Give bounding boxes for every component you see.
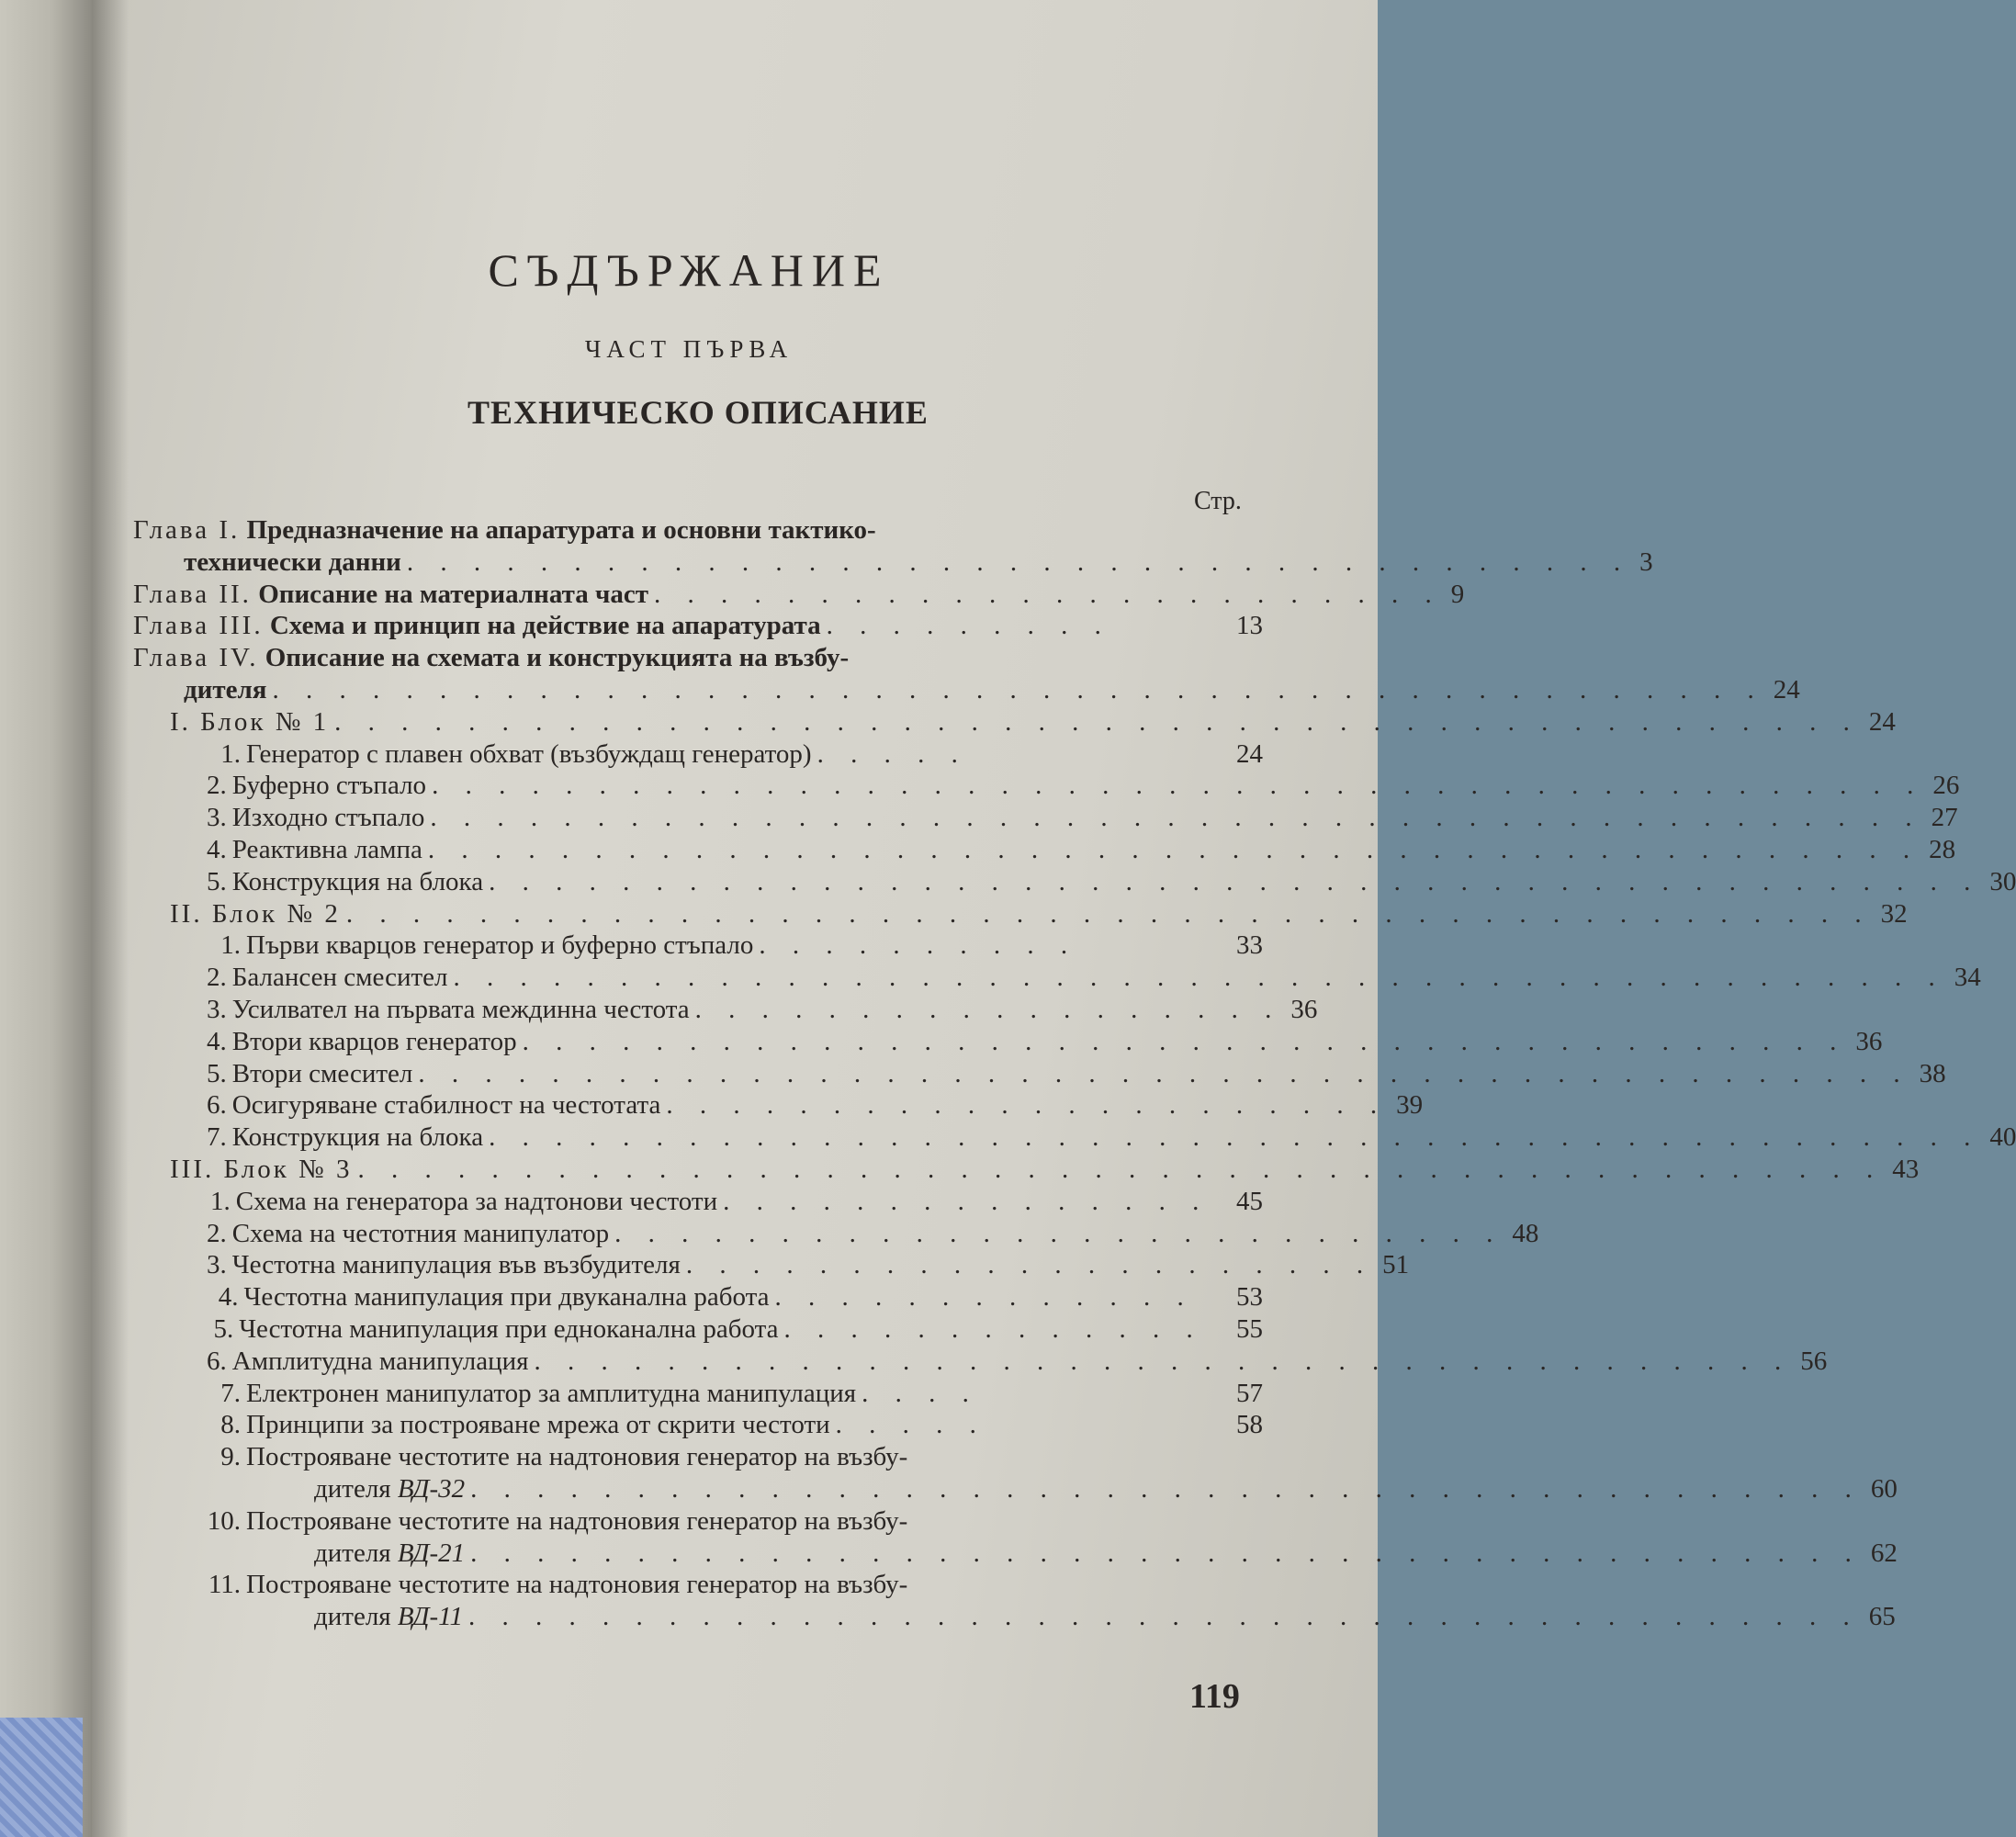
page-ref: 24 <box>1773 674 1800 704</box>
toc-chapter-2 <box>133 579 1465 611</box>
item-title: Построяване честотите на надтоновия генератор на възбу- <box>246 1505 908 1536</box>
leader-dots: . . . . . . . . . . . . . . . . . . . . . . . . . . . . . . . . . . . . . . <box>534 1346 1792 1376</box>
page-ref: 33 <box>1236 930 1263 961</box>
item-number: 2. <box>207 771 227 801</box>
chapter-title: Описание на материалната част <box>258 579 648 609</box>
toc-item <box>133 1218 1539 1250</box>
page-ref: 40 <box>1989 1122 2016 1153</box>
leader-dots: . . . . . . . . . . . . . <box>783 1313 1203 1344</box>
page-ref: 36 <box>1855 1026 1883 1056</box>
toc-item <box>133 1089 1424 1121</box>
item-title: Балансен смесител <box>231 963 448 993</box>
chapter-prefix: Глава III. <box>133 611 264 641</box>
item-title: Реактивна лампа <box>231 834 422 864</box>
leader-dots: . . . . . . . . . <box>826 611 1111 641</box>
item-number: 4. <box>207 834 227 864</box>
page-ref: 45 <box>1236 1186 1263 1216</box>
leader-dots: . . . . . <box>817 738 968 769</box>
page-ref: 38 <box>1919 1058 1946 1088</box>
item-title-continued: дителя <box>314 1602 391 1632</box>
item-title-continued: дителя <box>314 1473 391 1504</box>
leader-dots: . . . . . . . . . . . . . . . . . . . . . <box>685 1250 1374 1280</box>
leader-dots: . . . . . . . . . . . . . . . . . . . . . . . . . . . . . . . . . . . . . . . . <box>522 1026 1847 1056</box>
model-name: ВД-11 <box>397 1602 464 1632</box>
model-name: ВД-21 <box>397 1538 466 1568</box>
item-title-continued: дителя <box>314 1538 391 1568</box>
item-title: Електронен манипулатор за амплитудна манипулация <box>246 1378 857 1408</box>
leader-dots: . . . . . . . . . . . . . . . . . . . . . . . . . . . . . . . . . . . . . . . . . . <box>468 1602 1860 1632</box>
item-number: 6. <box>207 1090 227 1121</box>
page-ref: 34 <box>1954 963 1981 993</box>
item-title: Построяване честотите на надтоновия генератор на възбу- <box>246 1442 908 1472</box>
page-ref: 26 <box>1932 771 1960 801</box>
toc-block-1 <box>133 706 1896 738</box>
leader-dots: . . . . . . . . . . . . . . . . . . <box>694 994 1282 1024</box>
leader-dots: . . . . . . . . . . . . . . . . . . . . . . . . . . . . . . . . . . . . . . . . . . . . . <box>489 866 1981 896</box>
leader-dots: . . . . . . . . . . . . . . . . . . . . . . <box>666 1090 1388 1121</box>
toc-item-multiline <box>133 1569 1896 1633</box>
item-number: 9. <box>220 1442 241 1472</box>
toc-item-multiline <box>133 1441 1898 1505</box>
item-number: 11. <box>208 1570 241 1600</box>
chapter-title-continued: дителя <box>184 674 267 704</box>
toc-item <box>133 1378 1263 1410</box>
page-ref: 39 <box>1396 1090 1424 1121</box>
item-number: 7. <box>220 1378 241 1408</box>
item-number: 6. <box>207 1346 227 1376</box>
item-title: Буферно стъпало <box>231 771 427 801</box>
chapter-title: Предназначение на апаратурата и основни тактико- <box>246 515 876 545</box>
chapter-title-continued: технически данни <box>184 547 401 577</box>
leader-dots: . . . . . . . . . . . . . . . . . . . . . . . . . . . . . . . . . . . . . . . . . . <box>470 1473 1862 1504</box>
toc-item <box>133 1186 1263 1218</box>
leader-dots: . . . . . . . . . . . . . . . . . . . . . . . . . . . . . . . . . . . . . <box>406 547 1631 577</box>
item-number: 7. <box>207 1122 227 1153</box>
item-number: 4. <box>207 1026 227 1056</box>
page-ref: 57 <box>1236 1378 1263 1408</box>
leader-dots: . . . . . . . . . . . . . . . . . . . . . . . . . . . . . . . . . . . . . . . . . . . . . . <box>345 898 1872 929</box>
toc-item <box>133 1249 1410 1281</box>
item-number: 5. <box>207 1058 227 1088</box>
page-ref: 36 <box>1290 994 1318 1024</box>
leader-dots: . . . . . <box>835 1410 986 1440</box>
leader-dots: . . . . . . . . . . . . . . . . . . . . . . . . . . . <box>614 1218 1504 1248</box>
chapter-prefix: Глава II. <box>133 579 252 609</box>
item-number: 2. <box>207 963 227 993</box>
item-title: Втори кварцов генератор <box>231 1026 517 1056</box>
leader-dots: . . . . <box>862 1378 979 1408</box>
item-title: Конструкция на блока <box>231 866 484 896</box>
leader-dots: . . . . . . . . . . . . . . . . . . . . . . . . . . . . . . . . . . . . . . . . . . . . . <box>418 1058 1910 1088</box>
toc-chapter-4 <box>133 642 1800 706</box>
toc-item <box>133 770 1960 802</box>
page-ref: 62 <box>1870 1538 1898 1568</box>
page-ref: 55 <box>1236 1313 1263 1344</box>
item-title: Първи кварцов генератор и буферно стъпало <box>246 930 754 961</box>
item-title: Честотна манипулация при двуканална работа <box>243 1282 770 1313</box>
section-title: ТЕХНИЧЕСКО ОПИСАНИЕ <box>467 394 929 431</box>
leader-dots: . . . . . . . . . . . . . . . . . . . . . . . . <box>653 579 1442 609</box>
chapter-title: Схема и принцип на действие на апаратурата <box>269 611 821 641</box>
item-number: 2. <box>207 1218 227 1248</box>
item-number: 3. <box>207 1250 227 1280</box>
item-number: 3. <box>207 803 227 833</box>
item-title: Генератор с плавен обхват (възбуждащ генератор) <box>246 738 812 769</box>
leader-dots: . . . . . . . . . . . . . <box>774 1282 1194 1313</box>
table-of-contents <box>133 514 2016 1633</box>
toc-item <box>133 802 1958 834</box>
item-number: 3. <box>207 994 227 1024</box>
leader-dots: . . . . . . . . . . . . . . . . . . . . . . . . . . . . . . . . . . . . . . . . . . . . . <box>489 1122 1981 1153</box>
toc-item <box>133 1313 1263 1346</box>
item-title: Осигуряване стабилност на честотата <box>231 1090 661 1121</box>
item-title: Схема на генератора за надтонови честоти <box>235 1186 718 1216</box>
block-title: II. Блок № 2 <box>170 898 341 929</box>
page-ref: 13 <box>1236 611 1263 641</box>
item-number: 10. <box>207 1505 241 1536</box>
toc-item <box>133 834 1956 866</box>
leader-dots: . . . . . . . . . . . . . . . . . . . . . . . . . . . . . . . . . . . . . . . . . . . . . <box>432 771 1924 801</box>
item-number: 1. <box>220 930 241 961</box>
item-title: Принципи за построяване мрежа от скрити честоти <box>246 1410 830 1440</box>
item-title: Честотна манипулация при едноканална работа <box>239 1313 779 1344</box>
item-title: Втори смесител <box>231 1058 413 1088</box>
page-ref: 3 <box>1639 547 1653 577</box>
page-ref: 27 <box>1931 803 1958 833</box>
leader-dots: . . . . . . . . . . <box>759 930 1078 961</box>
page-ref: 9 <box>1450 579 1465 609</box>
leader-dots: . . . . . . . . . . . . . . . . . . . . . . . . . . . . . . . . . . . . . . . . . . <box>470 1538 1862 1568</box>
toc-item-multiline <box>133 1505 1898 1570</box>
fabric-background <box>0 1718 83 1837</box>
item-number: 8. <box>220 1410 241 1440</box>
toc-item <box>133 994 1318 1026</box>
block-title: III. Блок № 3 <box>170 1154 353 1184</box>
page-ref: 48 <box>1512 1218 1539 1248</box>
toc-chapter-3 <box>133 610 1263 642</box>
leader-dots: . . . . . . . . . . . . . . . . . . . . . . . . . . . . . . . . . . . . . . . . . . . . . <box>453 963 1945 993</box>
page-ref: 53 <box>1236 1282 1263 1313</box>
part-label: ЧАСТ ПЪРВА <box>584 335 794 363</box>
leader-dots: . . . . . . . . . . . . . . . . . . . . . . . . . . . . . . . . . . . . . . . . . . . . . <box>430 803 1922 833</box>
page-ref: 28 <box>1929 834 1956 864</box>
leader-dots: . . . . . . . . . . . . . . . . . . . . . . . . . . . . . . . . . . . . . . . . . . . . . <box>427 834 1920 864</box>
leader-dots: . . . . . . . . . . . . . . . . . . . . . . . . . . . . . . . . . . . . . . . . . . . . . . <box>334 706 1860 737</box>
toc-item <box>133 1346 1828 1378</box>
chapter-prefix: Глава I. <box>133 515 241 545</box>
page-title: СЪДЪРЖАНИЕ <box>488 244 890 296</box>
toc-item <box>133 738 1263 771</box>
item-title: Усилвател на първата междинна честота <box>231 994 690 1024</box>
page-ref: 58 <box>1236 1410 1263 1440</box>
leader-dots: . . . . . . . . . . . . . . . . . . . . . . . . . . . . . . . . . . . . . . . . . . . . . <box>272 674 1764 704</box>
page-ref: 51 <box>1382 1250 1410 1280</box>
leader-dots: . . . . . . . . . . . . . . . . . . . . . . . . . . . . . . . . . . . . . . . . . . . . . . <box>357 1154 1884 1184</box>
page-ref: 43 <box>1892 1154 1920 1184</box>
item-number: 5. <box>207 866 227 896</box>
toc-block-2 <box>133 898 1908 930</box>
page-ref: 24 <box>1868 706 1896 737</box>
block-title: I. Блок № 1 <box>170 706 330 737</box>
page-ref: 56 <box>1800 1346 1828 1376</box>
item-number: 1. <box>209 1186 231 1216</box>
page-ref: 24 <box>1236 738 1263 769</box>
toc-item <box>133 1281 1263 1313</box>
toc-item <box>133 1026 1883 1058</box>
page-ref: 32 <box>1880 898 1908 929</box>
toc-item <box>133 866 2016 898</box>
item-title: Построяване честотите на надтоновия генератор на възбу- <box>246 1570 908 1600</box>
toc-item <box>133 1121 2016 1154</box>
toc-chapter-1 <box>133 514 1653 579</box>
toc-block-3 <box>133 1154 1920 1186</box>
model-name: ВД-32 <box>397 1473 466 1504</box>
page-ref: 30 <box>1989 866 2016 896</box>
adjacent-page-edge <box>0 0 101 1837</box>
item-number: 5. <box>213 1313 234 1344</box>
item-title: Изходно стъпало <box>231 803 425 833</box>
chapter-title: Описание на схемата и конструкцията на възбу- <box>265 643 850 673</box>
toc-item <box>133 962 1981 994</box>
toc-item <box>133 1058 1946 1090</box>
page-number: 119 <box>1189 1677 1240 1716</box>
item-title: Конструкция на блока <box>231 1122 484 1153</box>
toc-item <box>133 930 1263 962</box>
leader-dots: . . . . . . . . . . . . . . . <box>723 1186 1210 1216</box>
item-title: Честотна манипулация във възбудителя <box>231 1250 681 1280</box>
chapter-prefix: Глава IV. <box>133 643 259 673</box>
page-ref: 65 <box>1868 1602 1896 1632</box>
item-number: 4. <box>218 1282 239 1313</box>
page-ref: 60 <box>1870 1473 1898 1504</box>
item-title: Амплитудна манипулация <box>231 1346 529 1376</box>
page-column-label: Стр. <box>1194 487 1242 515</box>
item-title: Схема на честотния манипулатор <box>231 1218 610 1248</box>
gutter-shadow <box>92 0 129 1837</box>
item-number: 1. <box>220 738 241 769</box>
toc-item <box>133 1409 1263 1441</box>
